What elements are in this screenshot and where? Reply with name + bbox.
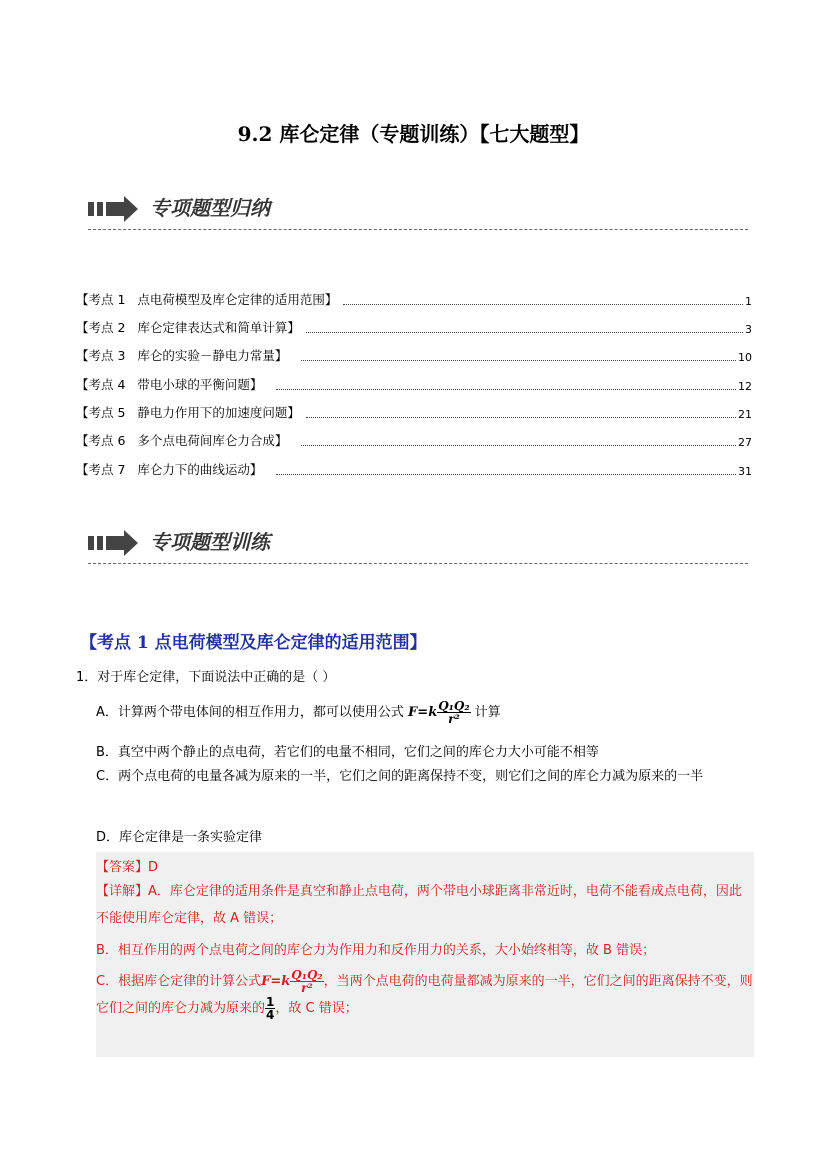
coulomb-formula [408,700,471,725]
banner-title: 专项题型归纳 [150,196,270,220]
arrow-right-icon [88,530,140,556]
formula-k: k [428,705,438,720]
formula-den: r² [301,981,313,995]
toc-leader [276,473,736,475]
detail-b: B．相互作用的两个点电荷之间的库仑力为作用力和反作用力的关系，大小始终相等，故 B 错误； [96,943,656,958]
detail-c-text-2: ，当两个点电荷的电荷量都减为原来的一半，它们之间的距离保持不变，则它们之间的库仑力减为原来的 [96,974,753,1016]
formula-den: r² [448,712,460,726]
toc-leader [276,388,736,390]
toc-item[interactable] [76,373,752,393]
formula-fraction [437,700,470,725]
formula-k: k [281,974,291,989]
toc-label: 【考点 1 点电荷模型及库仑定律的适用范围】 [76,292,338,307]
toc-page: 27 [738,436,752,449]
toc-label: 【考点 7 库仑力下的曲线运动】 [76,462,263,477]
toc-leader [301,444,736,446]
detail-a: 【详解】A．库仑定律的适用条件是真空和静止点电荷，两个带电小球距离非常近时，电荷不能看成点电荷，因此不能使用库仑定律，故 A 错误； [96,884,742,926]
option-d[interactable]: D．库仑定律是一条实验定律 [96,830,263,845]
section-heading: 【考点 1 点电荷模型及库仑定律的适用范围】 [80,633,427,653]
toc-item[interactable] [76,458,752,478]
toc-label: 【考点 2 库仑定律表达式和简单计算】 [76,320,300,335]
toc-page: 3 [745,323,752,336]
formula-lhs: F [408,705,418,720]
toc-page: 12 [738,380,752,393]
toc-page: 21 [738,408,752,421]
toc-label: 【考点 6 多个点电荷间库仑力合成】 [76,433,288,448]
option-a-end: 计算 [474,705,501,720]
toc-label: 【考点 4 带电小球的平衡问题】 [76,377,263,392]
section-banner-training [88,524,748,564]
toc-leader [306,416,736,418]
formula-eq: = [417,705,429,720]
detail-c-text: C．根据库仑定律的计算公式 [96,974,262,989]
quarter-fraction [265,996,275,1021]
option-c[interactable]: C．两个点电荷的电量各减为原来的一半，它们之间的距离保持不变，则它们之间的库仑力减为原来的一半 [96,769,704,784]
toc-item[interactable] [76,288,752,308]
page-title: 9.2 库仑定律（专题训练）【七大题型】 [237,122,590,146]
toc-page: 1 [745,295,752,308]
toc-item[interactable] [76,429,752,449]
arrow-right-icon [88,196,140,222]
section-banner-summary [88,190,748,230]
toc-label: 【考点 3 库仑的实验－静电力常量】 [76,348,288,363]
formula-eq: = [270,974,282,989]
divider [88,563,748,564]
formula-lhs: F [261,974,271,989]
quarter-den: 4 [266,1008,275,1022]
toc-page: 10 [738,351,752,364]
formula-fraction [290,969,323,994]
formula-num: Q₁Q₂ [291,968,323,982]
quarter-num: 1 [266,995,275,1009]
coulomb-formula [261,968,324,995]
answer-line: 【答案】D [96,860,159,875]
formula-num: Q₁Q₂ [438,699,470,713]
option-a[interactable] [96,700,501,725]
option-b[interactable]: B．真空中两个静止的点电荷，若它们的电量不相同，它们之间的库仑力大小可能不相等 [96,745,599,760]
toc-leader [301,359,736,361]
toc-item[interactable] [76,401,752,421]
detail-c-end: ，故 C 错误； [275,1001,358,1016]
toc-item[interactable] [76,344,752,364]
toc-leader [343,303,743,305]
toc-leader [306,331,743,333]
detail-c [96,968,754,1022]
toc-label: 【考点 5 静电力作用下的加速度问题】 [76,405,300,420]
toc-page: 31 [738,465,752,478]
divider [88,229,748,230]
option-a-text: A．计算两个带电体间的相互作用力，都可以使用公式 [96,705,404,720]
toc-item[interactable] [76,316,752,336]
question-stem: 1．对于库仑定律，下面说法中正确的是（ ） [76,670,336,685]
banner-title: 专项题型训练 [150,530,270,554]
